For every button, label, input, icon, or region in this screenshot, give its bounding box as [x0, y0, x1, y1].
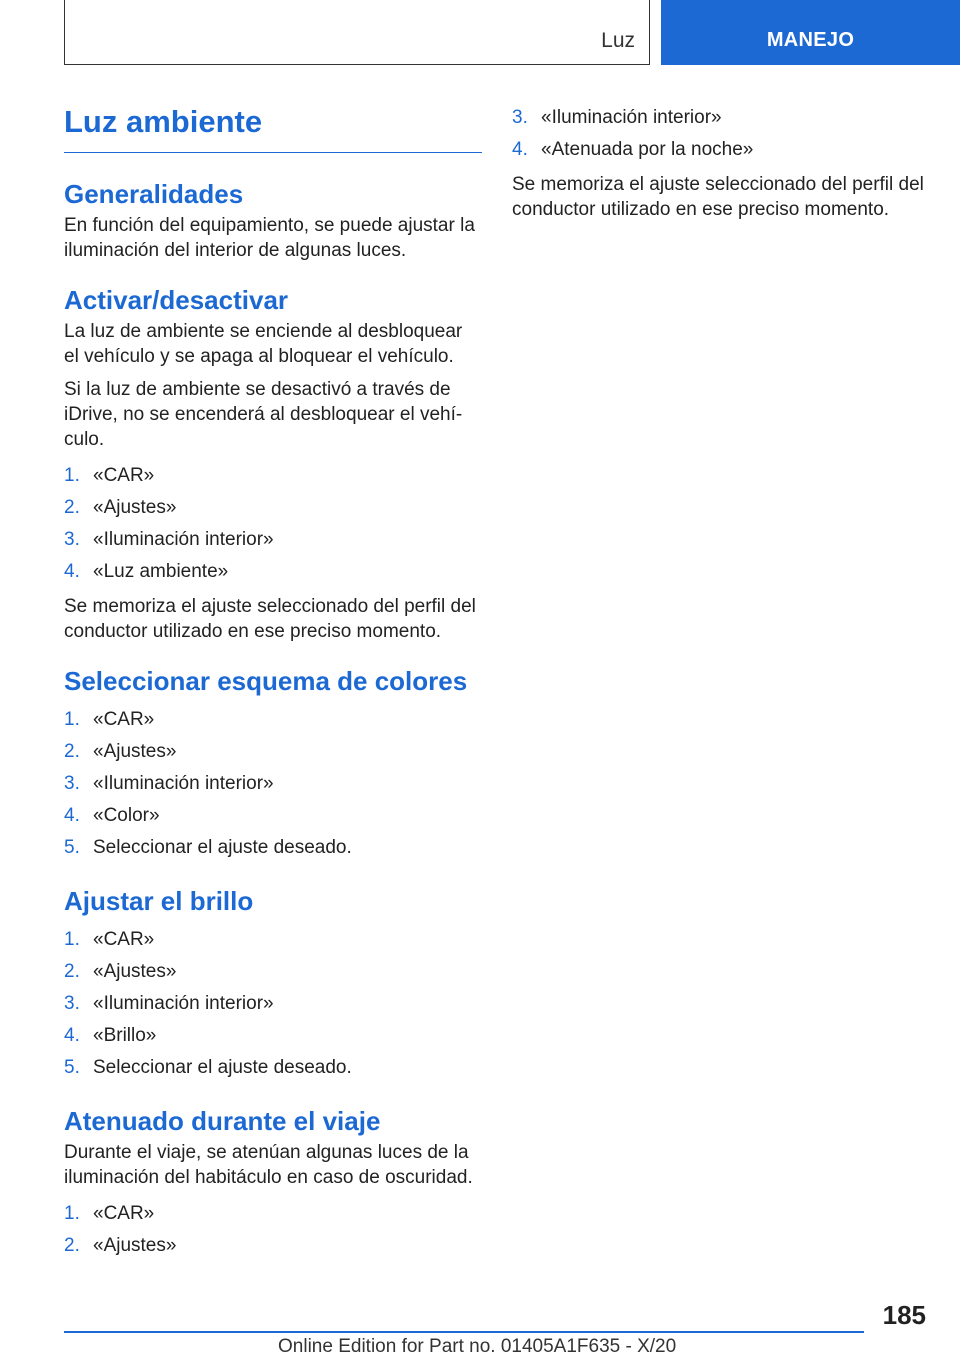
- step-text: «Iluminación interior»: [93, 993, 274, 1014]
- left-column: [64, 100, 482, 1282]
- step-text: «Ajustes»: [93, 1235, 177, 1256]
- step-number: 4.: [64, 805, 80, 826]
- colors-steps: [64, 704, 482, 864]
- step-number: 3.: [64, 993, 80, 1014]
- dimming-steps-part-1: [64, 1198, 482, 1262]
- step-number: 1.: [64, 465, 80, 486]
- list-item: [512, 102, 932, 134]
- list-item: [64, 704, 482, 736]
- general-text: En función del equipamiento, se puede ajustar la iluminación del interior de algunas luces.: [64, 215, 475, 261]
- list-item: [64, 524, 482, 556]
- section-heading-brightness: Ajustar el brillo: [64, 886, 254, 916]
- step-text: «CAR»: [93, 465, 155, 486]
- step-number: 4.: [512, 139, 528, 160]
- step-number: 2.: [64, 1235, 80, 1256]
- step-number: 2.: [64, 961, 80, 982]
- activate-paragraph-2: Si la luz de ambiente se desactivó a través de iDrive, no se encenderá al desbloquear el vehí‑ culo.: [64, 379, 463, 450]
- list-item: [64, 736, 482, 768]
- step-number: 3.: [512, 107, 528, 128]
- page-number: 185: [882, 1300, 926, 1330]
- activate-note: Se memoriza el ajuste seleccionado del perfil del conductor utilizado en ese preciso momento.: [64, 596, 476, 642]
- section-heading-colors: Seleccionar esquema de colores: [64, 666, 468, 696]
- dimming-text: Durante el viaje, se atenúan algunas luces de la iluminación del habitáculo en caso de oscuridad.: [64, 1142, 473, 1188]
- step-number: 4.: [64, 561, 80, 582]
- list-item: [64, 956, 482, 988]
- activate-paragraph-1: La luz de ambiente se enciende al desbloquear el vehículo y se apaga al bloquear el vehículo.: [64, 321, 463, 367]
- step-number: 3.: [64, 773, 80, 794]
- section-general: [64, 177, 482, 263]
- section-heading-dimming: Atenuado durante el viaje: [64, 1106, 381, 1136]
- step-text: «Ajustes»: [93, 741, 177, 762]
- activate-steps: [64, 460, 482, 588]
- list-item: [64, 1230, 482, 1262]
- step-number: 3.: [64, 529, 80, 550]
- list-item: [64, 492, 482, 524]
- step-text: «Ajustes»: [93, 961, 177, 982]
- dimming-note: Se memoriza el ajuste seleccionado del perfil del conductor utilizado en ese preciso momento.: [512, 174, 924, 220]
- step-text: Seleccionar el ajuste deseado.: [93, 1057, 352, 1078]
- step-number: 2.: [64, 741, 80, 762]
- section-brightness: [64, 884, 482, 1084]
- step-text: «Ajustes»: [93, 497, 177, 518]
- dimming-steps-part-2: [512, 102, 932, 166]
- list-item: [64, 988, 482, 1020]
- step-number: 1.: [64, 929, 80, 950]
- list-item: [64, 1020, 482, 1052]
- section-activate: [64, 283, 482, 644]
- list-item: [512, 134, 932, 166]
- section-colors: [64, 664, 482, 864]
- footer-divider: [64, 1331, 864, 1333]
- header-box: [64, 0, 650, 65]
- step-text: «Iluminación interior»: [93, 529, 274, 550]
- list-item: [64, 1198, 482, 1230]
- step-number: 4.: [64, 1025, 80, 1046]
- step-text: «Luz ambiente»: [93, 561, 229, 582]
- step-text: «Color»: [93, 805, 160, 826]
- step-text: «Iluminación interior»: [93, 773, 274, 794]
- section-heading-general: Generalidades: [64, 179, 244, 209]
- step-text: «Iluminación interior»: [541, 107, 722, 128]
- step-text: «Atenuada por la noche»: [541, 139, 754, 160]
- step-text: «CAR»: [93, 1203, 155, 1224]
- step-number: 2.: [64, 497, 80, 518]
- section-dimming: [64, 1104, 482, 1262]
- step-text: Seleccionar el ajuste deseado.: [93, 837, 352, 858]
- page-title: Luz ambiente: [64, 100, 482, 153]
- step-number: 1.: [64, 1203, 80, 1224]
- step-number: 1.: [64, 709, 80, 730]
- list-item: [64, 924, 482, 956]
- step-text: «Brillo»: [93, 1025, 157, 1046]
- list-item: [64, 768, 482, 800]
- step-number: 5.: [64, 837, 80, 858]
- brightness-steps: [64, 924, 482, 1084]
- section-heading-activate: Activar/desactivar: [64, 285, 289, 315]
- list-item: [64, 1052, 482, 1084]
- step-text: «CAR»: [93, 709, 155, 730]
- list-item: [64, 832, 482, 864]
- header-section-label: Luz: [601, 29, 635, 52]
- list-item: [64, 800, 482, 832]
- right-column: [512, 102, 932, 230]
- list-item: [64, 460, 482, 492]
- list-item: [64, 556, 482, 588]
- step-number: 5.: [64, 1057, 80, 1078]
- step-text: «CAR»: [93, 929, 155, 950]
- footer-edition-text: Online Edition for Part no. 01405A1F635 - X/20: [278, 1336, 677, 1357]
- header-chapter-tab: MANEJO: [661, 0, 960, 65]
